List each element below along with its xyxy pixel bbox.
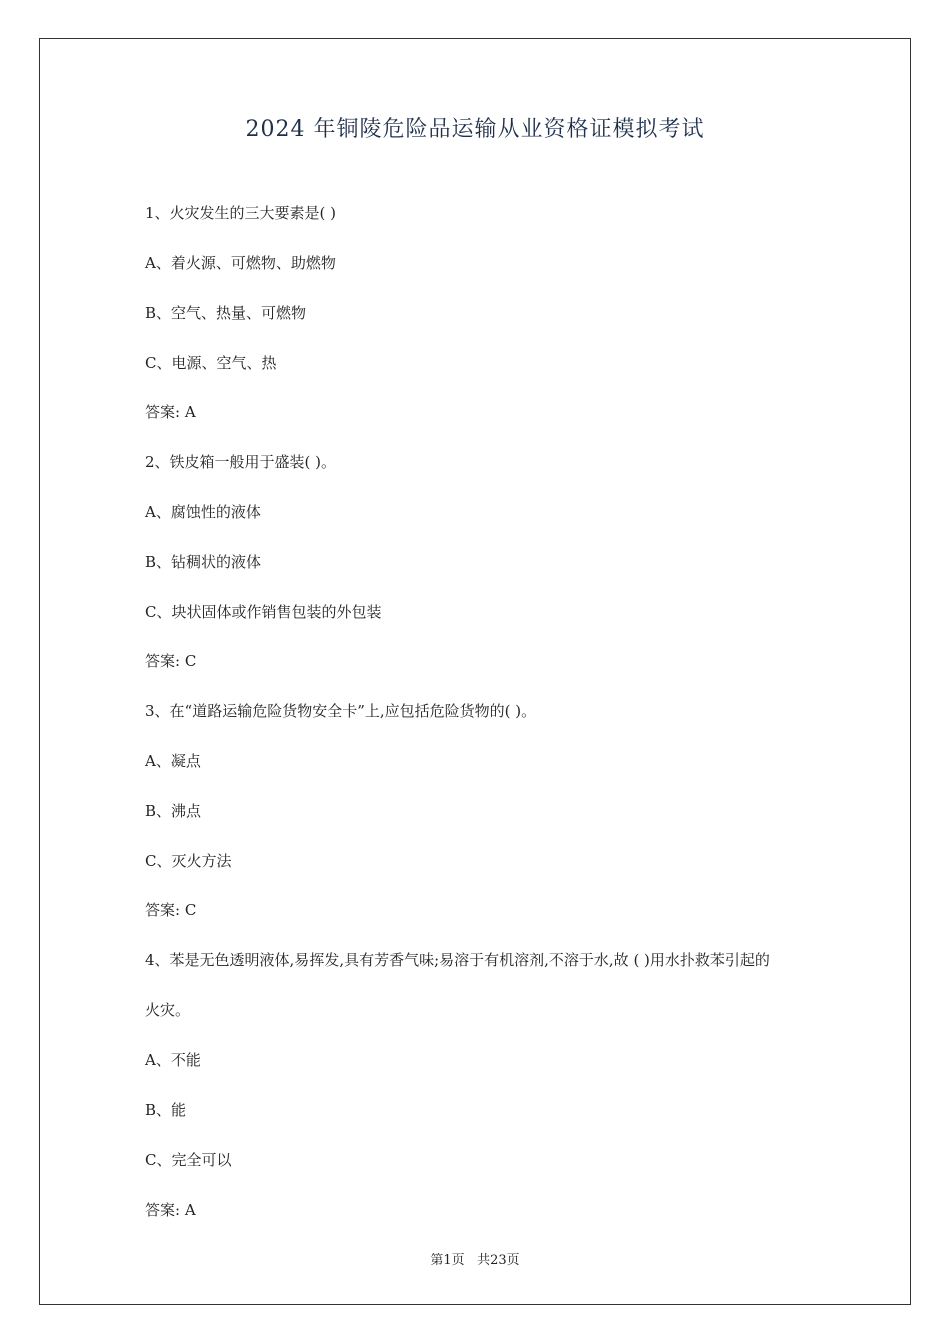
question-4-option-c: C、完全可以 [145,1151,232,1169]
page-total: 共23页 [477,1253,520,1268]
question-4-stem: 4、苯是无色透明液体,易挥发,具有芳香气味;易溶于有机溶剂,不溶于水,故 ( )用水扑救苯引起的 [145,951,770,969]
question-1-option-a: A、着火源、可燃物、助燃物 [145,254,336,272]
page-footer [0,1249,950,1268]
question-3-stem: 3、在“道路运输危险货物安全卡”上,应包括危险货物的( )。 [145,702,537,720]
question-2-option-b: B、钻稠状的液体 [145,553,262,571]
question-3-option-c: C、灭火方法 [145,852,232,870]
question-4-answer: 答案: A [145,1201,196,1219]
question-4-option-a: A、不能 [145,1051,201,1069]
question-2-option-a: A、腐蚀性的液体 [145,503,261,521]
question-1-option-c: C、电源、空气、热 [145,354,277,372]
question-1-stem: 1、火灾发生的三大要素是( ) [145,204,337,222]
question-3-option-a: A、凝点 [145,752,201,770]
question-3-answer: 答案: C [145,901,197,919]
question-4-stem-continued: 火灾。 [145,1001,191,1019]
footer-spacer [465,1253,477,1268]
document-title: 2024 年铜陵危险品运输从业资格证模拟考试 [245,117,705,142]
question-4-option-b: B、能 [145,1101,187,1119]
question-2-answer: 答案: C [145,652,197,670]
question-1-option-b: B、空气、热量、可燃物 [145,304,307,322]
question-2-option-c: C、块状固体或作销售包装的外包装 [145,603,382,621]
question-3-option-b: B、沸点 [145,802,202,820]
question-1-answer: 答案: A [145,403,196,421]
question-2-stem: 2、铁皮箱一般用于盛装( )。 [145,453,337,471]
page-number: 第1页 [430,1253,465,1268]
